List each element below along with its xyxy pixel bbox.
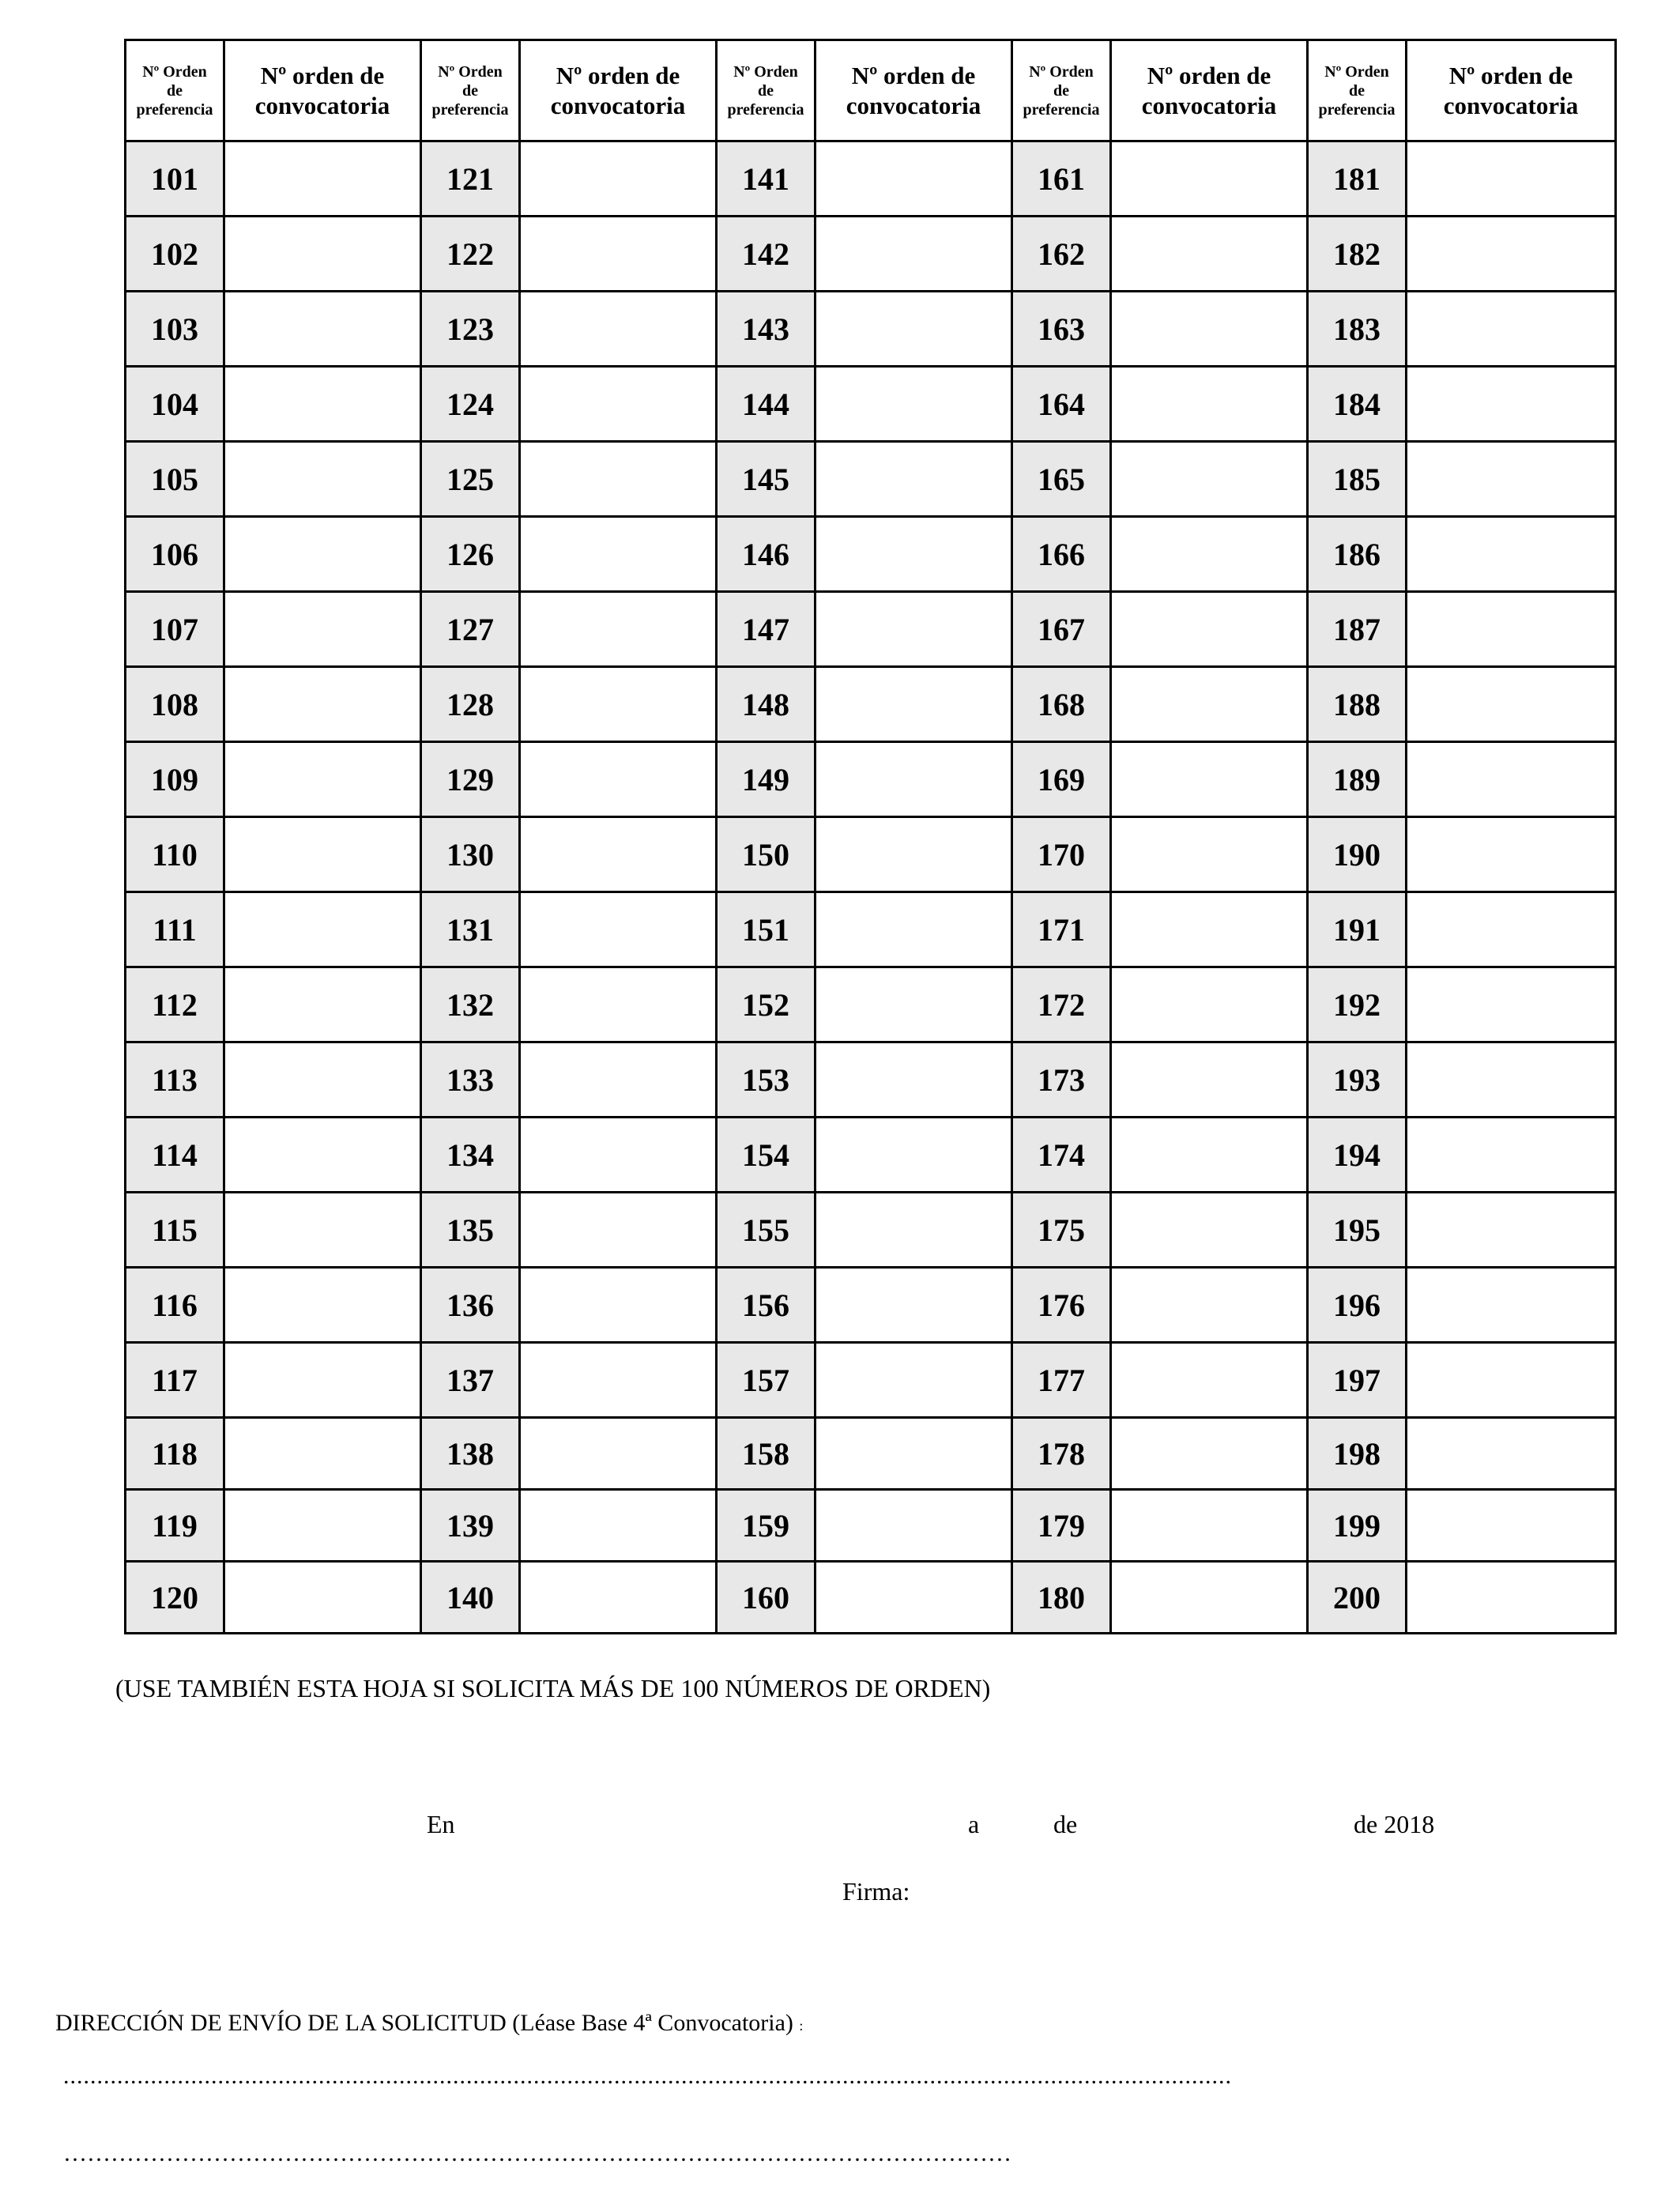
preference-number-cell: 146: [717, 517, 816, 592]
preference-number-cell: 125: [421, 442, 520, 517]
preference-number-cell: 181: [1308, 141, 1407, 217]
call-order-input-cell[interactable]: [1111, 292, 1308, 367]
instruction-note: (USE TAMBIÉN ESTA HOJA SI SOLICITA MÁS DE 100 NÚMEROS DE ORDEN): [115, 1674, 991, 1702]
preference-number-cell: 176: [1012, 1268, 1111, 1343]
call-order-input-cell[interactable]: [1407, 367, 1616, 442]
call-order-input-cell[interactable]: [1111, 1562, 1308, 1634]
preference-number-cell: 151: [717, 892, 816, 967]
call-order-input-cell[interactable]: [224, 592, 421, 667]
preference-number-cell: 189: [1308, 742, 1407, 817]
preference-number-cell: 156: [717, 1268, 816, 1343]
address-heading: [55, 2010, 803, 2037]
preference-number-cell: 186: [1308, 517, 1407, 592]
preference-number-cell: 172: [1012, 967, 1111, 1042]
header-preference-order: [717, 40, 816, 141]
address-colon: :: [799, 2018, 804, 2034]
preference-number-cell: 113: [126, 1042, 224, 1118]
call-order-input-cell[interactable]: [816, 141, 1012, 217]
place-label: En: [427, 1810, 455, 1838]
header-preference-order: [421, 40, 520, 141]
preference-number-cell: 133: [421, 1042, 520, 1118]
preference-number-cell: 101: [126, 141, 224, 217]
preference-number-cell: 179: [1012, 1490, 1111, 1562]
preference-number-cell: 128: [421, 667, 520, 742]
preference-number-cell: 191: [1308, 892, 1407, 967]
preference-number-cell: 177: [1012, 1343, 1111, 1418]
call-order-input-cell[interactable]: [1407, 1343, 1616, 1418]
preference-number-cell: 116: [126, 1268, 224, 1343]
preference-number-cell: 106: [126, 517, 224, 592]
call-order-input-cell[interactable]: [1407, 517, 1616, 592]
preference-number-cell: 107: [126, 592, 224, 667]
preference-number-cell: 184: [1308, 367, 1407, 442]
table-row: [126, 1343, 1616, 1418]
call-order-input-cell[interactable]: [816, 967, 1012, 1042]
call-order-input-cell[interactable]: [1111, 1418, 1308, 1490]
preference-number-cell: 120: [126, 1562, 224, 1634]
preference-number-cell: 134: [421, 1118, 520, 1193]
header-preference-order: [126, 40, 224, 141]
call-order-input-cell[interactable]: [816, 1042, 1012, 1118]
address-line-2[interactable]: …………………………………………………………………………………………………………: [63, 2140, 1011, 2166]
header-preference-text: preferencia: [136, 100, 213, 119]
preference-number-cell: 132: [421, 967, 520, 1042]
preference-number-cell: 175: [1012, 1193, 1111, 1268]
header-preference-text: preferencia: [1023, 100, 1100, 119]
header-call-text: Nº orden de: [260, 61, 385, 89]
preference-number-cell: 104: [126, 367, 224, 442]
header-preference-text: de: [758, 81, 774, 100]
day-label: a: [968, 1810, 980, 1838]
preference-number-cell: 149: [717, 742, 816, 817]
call-order-input-cell[interactable]: [816, 1118, 1012, 1193]
call-order-input-cell[interactable]: [224, 217, 421, 292]
call-order-input-cell[interactable]: [1407, 592, 1616, 667]
table-row: [126, 1042, 1616, 1118]
preference-number-cell: 165: [1012, 442, 1111, 517]
call-order-input-cell[interactable]: [1111, 742, 1308, 817]
table-row: [126, 1490, 1616, 1562]
call-order-input-cell[interactable]: [816, 367, 1012, 442]
preference-number-cell: 124: [421, 367, 520, 442]
table-row: [126, 967, 1616, 1042]
call-order-input-cell[interactable]: [1111, 817, 1308, 892]
call-order-input-cell[interactable]: [520, 292, 717, 367]
preference-number-cell: 183: [1308, 292, 1407, 367]
preference-number-cell: 110: [126, 817, 224, 892]
table-row: [126, 292, 1616, 367]
table-row: [126, 1118, 1616, 1193]
preference-number-cell: 105: [126, 442, 224, 517]
call-order-input-cell[interactable]: [1407, 1490, 1616, 1562]
header-preference-text: Nº Orden: [733, 62, 798, 81]
call-order-input-cell[interactable]: [520, 1490, 717, 1562]
call-order-input-cell[interactable]: [224, 1118, 421, 1193]
header-call-text: Nº orden de: [556, 61, 680, 89]
header-preference-text: de: [167, 81, 183, 100]
header-call-order: [224, 40, 421, 141]
preference-number-cell: 102: [126, 217, 224, 292]
preference-number-cell: 192: [1308, 967, 1407, 1042]
call-order-input-cell[interactable]: [1407, 1193, 1616, 1268]
preference-number-cell: 182: [1308, 217, 1407, 292]
year-label: de 2018: [1354, 1810, 1435, 1838]
preference-number-cell: 160: [717, 1562, 816, 1634]
header-call-order: [1407, 40, 1616, 141]
call-order-input-cell[interactable]: [1407, 1268, 1616, 1343]
header-call-order: [520, 40, 717, 141]
call-order-input-cell[interactable]: [520, 817, 717, 892]
month-label: de: [1053, 1810, 1078, 1838]
call-order-input-cell[interactable]: [224, 442, 421, 517]
call-order-input-cell[interactable]: [1407, 442, 1616, 517]
call-order-input-cell[interactable]: [1111, 1042, 1308, 1118]
preference-number-cell: 111: [126, 892, 224, 967]
preference-number-cell: 141: [717, 141, 816, 217]
call-order-input-cell[interactable]: [1407, 817, 1616, 892]
call-order-input-cell[interactable]: [224, 517, 421, 592]
table-row: [126, 1268, 1616, 1343]
preference-number-cell: 103: [126, 292, 224, 367]
preference-number-cell: 180: [1012, 1562, 1111, 1634]
header-preference-text: de: [462, 81, 478, 100]
call-order-input-cell[interactable]: [1111, 1490, 1308, 1562]
call-order-input-cell[interactable]: [816, 442, 1012, 517]
preference-number-cell: 137: [421, 1343, 520, 1418]
call-order-input-cell[interactable]: [1407, 141, 1616, 217]
call-order-input-cell[interactable]: [816, 667, 1012, 742]
call-order-input-cell[interactable]: [224, 667, 421, 742]
preference-number-cell: 126: [421, 517, 520, 592]
table-row: [126, 1562, 1616, 1634]
call-order-input-cell[interactable]: [520, 517, 717, 592]
table-row: [126, 742, 1616, 817]
preference-number-cell: 194: [1308, 1118, 1407, 1193]
call-order-input-cell[interactable]: [520, 1193, 717, 1268]
call-order-input-cell[interactable]: [224, 1343, 421, 1418]
preference-number-cell: 188: [1308, 667, 1407, 742]
preference-number-cell: 139: [421, 1490, 520, 1562]
header-preference-order: [1308, 40, 1407, 141]
call-order-input-cell[interactable]: [520, 367, 717, 442]
header-call-text: convocatoria: [254, 91, 390, 119]
preference-number-cell: 122: [421, 217, 520, 292]
address-line-1[interactable]: ..............................................................................................................................................................................: [63, 2063, 1232, 2089]
call-order-input-cell[interactable]: [816, 292, 1012, 367]
call-order-input-cell[interactable]: [816, 892, 1012, 967]
call-order-input-cell[interactable]: [816, 817, 1012, 892]
header-call-order: [816, 40, 1012, 141]
call-order-input-cell[interactable]: [520, 1343, 717, 1418]
call-order-input-cell[interactable]: [1407, 667, 1616, 742]
call-order-input-cell[interactable]: [1111, 517, 1308, 592]
call-order-input-cell[interactable]: [224, 141, 421, 217]
header-call-text: convocatoria: [1443, 91, 1579, 119]
header-preference-text: de: [1349, 81, 1365, 100]
call-order-input-cell[interactable]: [1407, 1118, 1616, 1193]
preference-number-cell: 109: [126, 742, 224, 817]
table-row: [126, 1418, 1616, 1490]
address-label: DIRECCIÓN DE ENVÍO DE LA SOLICITUD (Léase Base 4ª Convocatoria): [55, 2010, 793, 2036]
preference-number-cell: 161: [1012, 141, 1111, 217]
preference-number-cell: 150: [717, 817, 816, 892]
call-order-input-cell[interactable]: [224, 742, 421, 817]
call-order-input-cell[interactable]: [520, 1118, 717, 1193]
call-order-input-cell[interactable]: [816, 217, 1012, 292]
header-call-text: convocatoria: [1141, 91, 1277, 119]
preference-number-cell: 112: [126, 967, 224, 1042]
preference-number-cell: 142: [717, 217, 816, 292]
preference-number-cell: 135: [421, 1193, 520, 1268]
preference-number-cell: 197: [1308, 1343, 1407, 1418]
call-order-input-cell[interactable]: [816, 742, 1012, 817]
header-preference-text: preferencia: [727, 100, 804, 119]
call-order-input-cell[interactable]: [224, 1193, 421, 1268]
call-order-input-cell[interactable]: [520, 1418, 717, 1490]
call-order-input-cell[interactable]: [224, 1042, 421, 1118]
preference-number-cell: 185: [1308, 442, 1407, 517]
preference-number-cell: 140: [421, 1562, 520, 1634]
preference-number-cell: 130: [421, 817, 520, 892]
call-order-input-cell[interactable]: [520, 592, 717, 667]
preference-number-cell: 163: [1012, 292, 1111, 367]
call-order-input-cell[interactable]: [816, 1418, 1012, 1490]
preference-number-cell: 152: [717, 967, 816, 1042]
header-call-text: Nº orden de: [1147, 61, 1271, 89]
preference-number-cell: 200: [1308, 1562, 1407, 1634]
preference-number-cell: 187: [1308, 592, 1407, 667]
header-preference-text: preferencia: [1318, 100, 1396, 119]
call-order-input-cell[interactable]: [520, 667, 717, 742]
call-order-input-cell[interactable]: [224, 292, 421, 367]
preference-number-cell: 193: [1308, 1042, 1407, 1118]
call-order-input-cell[interactable]: [1111, 1268, 1308, 1343]
table-row: [126, 217, 1616, 292]
preference-number-cell: 131: [421, 892, 520, 967]
preference-number-cell: 164: [1012, 367, 1111, 442]
preference-number-cell: 127: [421, 592, 520, 667]
preference-number-cell: 199: [1308, 1490, 1407, 1562]
header-preference-order: [1012, 40, 1111, 141]
header-call-order: [1111, 40, 1308, 141]
preference-number-cell: 115: [126, 1193, 224, 1268]
preference-number-cell: 162: [1012, 217, 1111, 292]
preference-number-cell: 195: [1308, 1193, 1407, 1268]
table-header-row: [126, 40, 1616, 141]
header-preference-text: Nº Orden: [1029, 62, 1094, 81]
call-order-input-cell[interactable]: [1111, 892, 1308, 967]
header-preference-text: Nº Orden: [438, 62, 503, 81]
header-call-text: Nº orden de: [851, 61, 976, 89]
call-order-input-cell[interactable]: [1407, 1418, 1616, 1490]
call-order-input-cell[interactable]: [1111, 217, 1308, 292]
preference-number-cell: 169: [1012, 742, 1111, 817]
call-order-input-cell[interactable]: [1111, 141, 1308, 217]
table-row: [126, 367, 1616, 442]
table-row: [126, 667, 1616, 742]
header-preference-text: Nº Orden: [1324, 62, 1389, 81]
call-order-input-cell[interactable]: [1407, 967, 1616, 1042]
preference-number-cell: 173: [1012, 1042, 1111, 1118]
call-order-input-cell[interactable]: [520, 1268, 717, 1343]
call-order-input-cell[interactable]: [1111, 667, 1308, 742]
preference-number-cell: 148: [717, 667, 816, 742]
preference-number-cell: 167: [1012, 592, 1111, 667]
header-call-text: convocatoria: [846, 91, 981, 119]
preference-number-cell: 144: [717, 367, 816, 442]
preference-number-cell: 159: [717, 1490, 816, 1562]
call-order-input-cell[interactable]: [520, 1562, 717, 1634]
call-order-input-cell[interactable]: [816, 1193, 1012, 1268]
header-preference-text: de: [1053, 81, 1069, 100]
call-order-input-cell[interactable]: [1111, 1193, 1308, 1268]
call-order-input-cell[interactable]: [816, 517, 1012, 592]
call-order-input-cell[interactable]: [520, 442, 717, 517]
header-preference-text: Nº Orden: [142, 62, 207, 81]
preference-number-cell: 118: [126, 1418, 224, 1490]
call-order-input-cell[interactable]: [224, 1268, 421, 1343]
preference-number-cell: 196: [1308, 1268, 1407, 1343]
call-order-input-cell[interactable]: [520, 742, 717, 817]
preference-number-cell: 166: [1012, 517, 1111, 592]
call-order-input-cell[interactable]: [224, 1562, 421, 1634]
call-order-input-cell[interactable]: [816, 1490, 1012, 1562]
call-order-input-cell[interactable]: [1407, 1042, 1616, 1118]
call-order-input-cell[interactable]: [520, 141, 717, 217]
call-order-input-cell[interactable]: [816, 1343, 1012, 1418]
table-row: [126, 141, 1616, 217]
preference-order-table: [124, 39, 1617, 1634]
call-order-input-cell[interactable]: [816, 1268, 1012, 1343]
preference-number-cell: 158: [717, 1418, 816, 1490]
preference-number-cell: 174: [1012, 1118, 1111, 1193]
header-call-text: convocatoria: [550, 91, 686, 119]
table-row: [126, 592, 1616, 667]
call-order-input-cell[interactable]: [1407, 217, 1616, 292]
preference-number-cell: 168: [1012, 667, 1111, 742]
preference-number-cell: 114: [126, 1118, 224, 1193]
call-order-input-cell[interactable]: [520, 892, 717, 967]
call-order-input-cell[interactable]: [520, 1042, 717, 1118]
call-order-input-cell[interactable]: [1111, 967, 1308, 1042]
call-order-input-cell[interactable]: [224, 1418, 421, 1490]
call-order-input-cell[interactable]: [1407, 742, 1616, 817]
call-order-input-cell[interactable]: [1111, 442, 1308, 517]
preference-number-cell: 145: [717, 442, 816, 517]
preference-number-cell: 170: [1012, 817, 1111, 892]
preference-number-cell: 198: [1308, 1418, 1407, 1490]
call-order-input-cell[interactable]: [224, 1490, 421, 1562]
preference-number-cell: 136: [421, 1268, 520, 1343]
preference-number-cell: 108: [126, 667, 224, 742]
call-order-input-cell[interactable]: [224, 967, 421, 1042]
call-order-input-cell[interactable]: [816, 1562, 1012, 1634]
preference-number-cell: 143: [717, 292, 816, 367]
call-order-input-cell[interactable]: [1407, 1562, 1616, 1634]
call-order-input-cell[interactable]: [224, 817, 421, 892]
preference-number-cell: 123: [421, 292, 520, 367]
signature-label: Firma:: [842, 1877, 910, 1906]
preference-number-cell: 121: [421, 141, 520, 217]
preference-number-cell: 157: [717, 1343, 816, 1418]
call-order-input-cell[interactable]: [224, 367, 421, 442]
table-row: [126, 442, 1616, 517]
call-order-input-cell[interactable]: [224, 892, 421, 967]
preference-number-cell: 155: [717, 1193, 816, 1268]
call-order-input-cell[interactable]: [1407, 292, 1616, 367]
call-order-input-cell[interactable]: [1111, 1343, 1308, 1418]
table-row: [126, 1193, 1616, 1268]
table-row: [126, 817, 1616, 892]
call-order-input-cell[interactable]: [1407, 892, 1616, 967]
call-order-input-cell[interactable]: [520, 217, 717, 292]
call-order-input-cell[interactable]: [1111, 592, 1308, 667]
preference-number-cell: 154: [717, 1118, 816, 1193]
header-call-text: Nº orden de: [1448, 61, 1573, 89]
preference-number-cell: 171: [1012, 892, 1111, 967]
preference-number-cell: 147: [717, 592, 816, 667]
header-preference-text: preferencia: [431, 100, 509, 119]
call-order-input-cell[interactable]: [1111, 367, 1308, 442]
call-order-input-cell[interactable]: [520, 967, 717, 1042]
preference-number-cell: 178: [1012, 1418, 1111, 1490]
call-order-input-cell[interactable]: [1111, 1118, 1308, 1193]
preference-number-cell: 119: [126, 1490, 224, 1562]
preference-number-cell: 117: [126, 1343, 224, 1418]
table-row: [126, 892, 1616, 967]
preference-number-cell: 190: [1308, 817, 1407, 892]
preference-number-cell: 138: [421, 1418, 520, 1490]
preference-number-cell: 129: [421, 742, 520, 817]
preference-number-cell: 153: [717, 1042, 816, 1118]
call-order-input-cell[interactable]: [816, 592, 1012, 667]
table-row: [126, 517, 1616, 592]
